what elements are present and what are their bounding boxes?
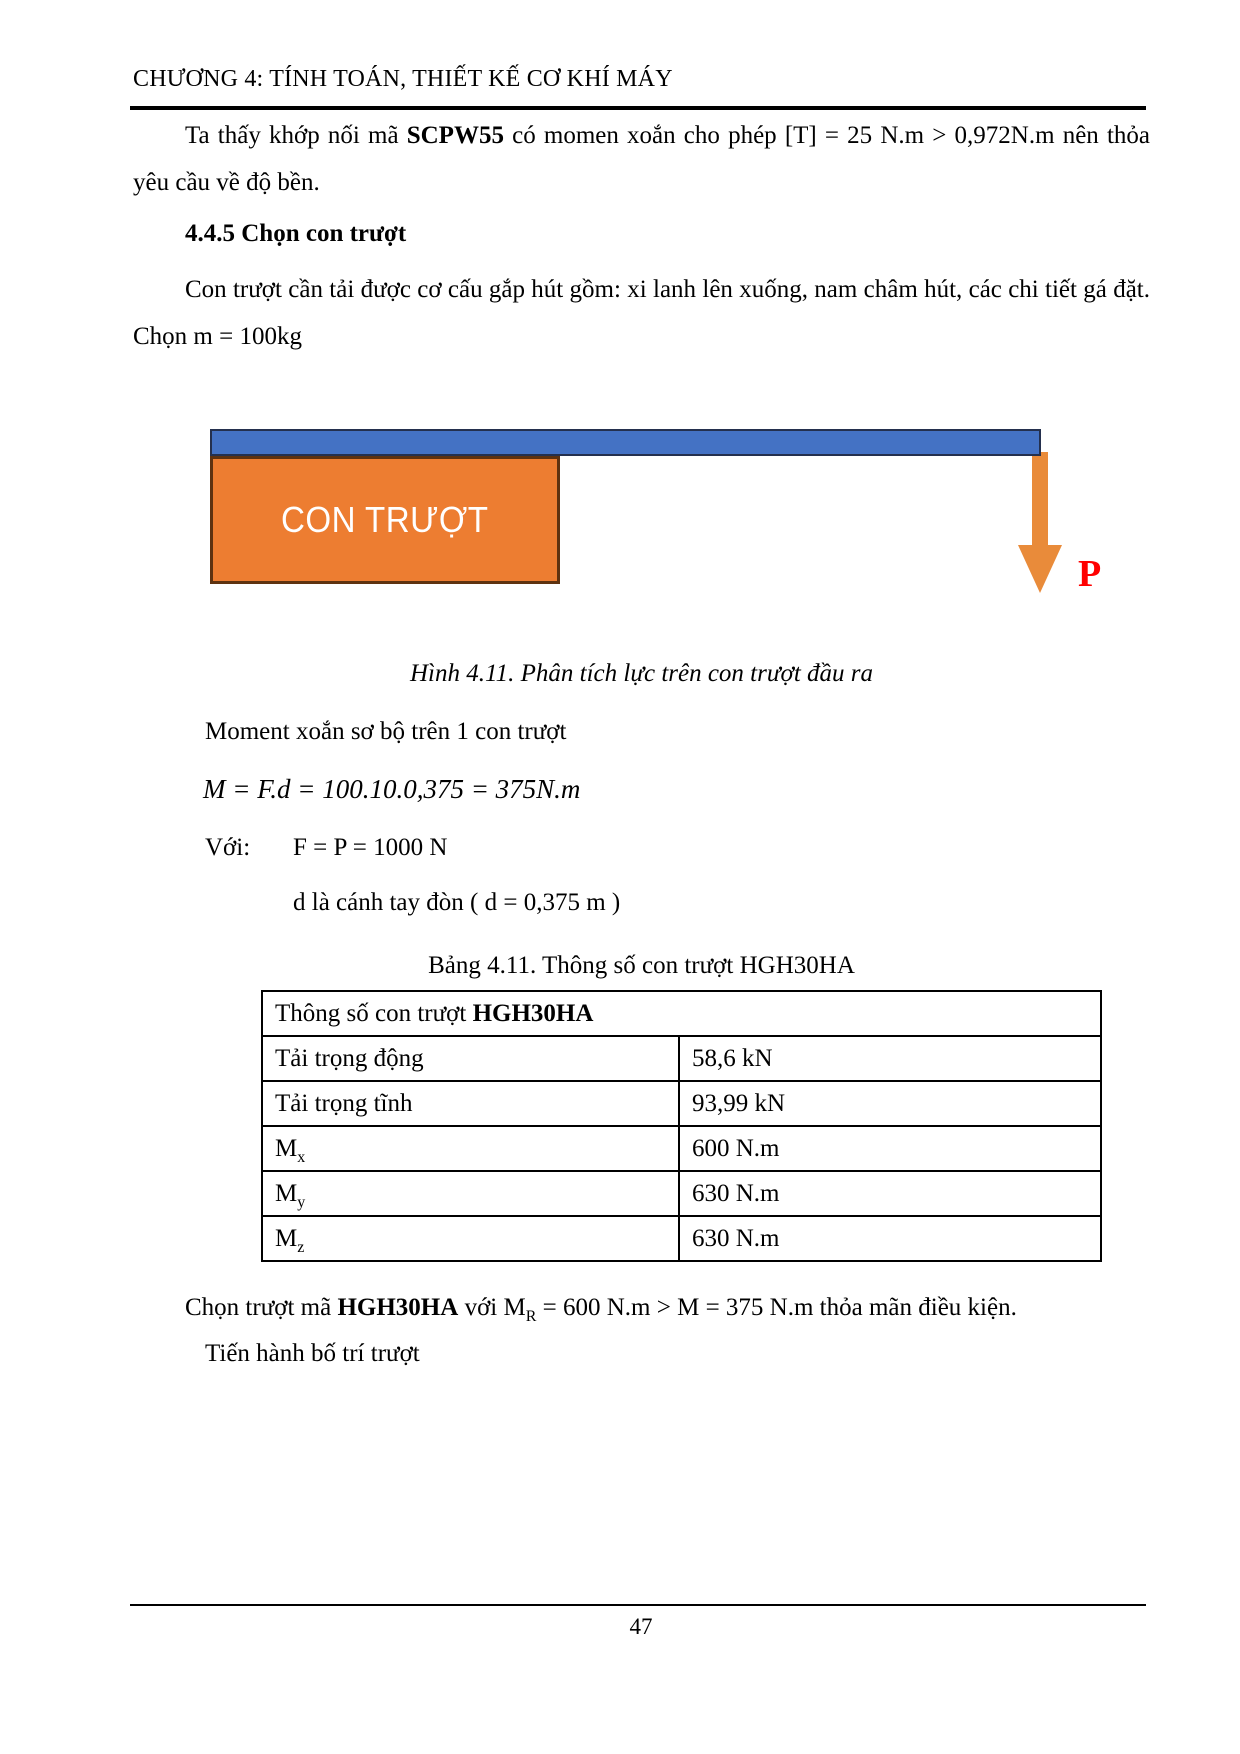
table-header-text: Thông số con trượt bbox=[275, 999, 473, 1027]
table-row bbox=[262, 1171, 1101, 1216]
value-cell: 630 N.m bbox=[679, 1171, 1101, 1216]
paragraph-text: có momen xoắn cho phép [T] = 25 N.m > 0,972N.m nên thỏa yêu cầu về độ bền. bbox=[133, 122, 1151, 196]
table-row bbox=[262, 1126, 1101, 1171]
table-row bbox=[262, 1216, 1101, 1261]
conclusion-text: Chọn trượt mã bbox=[185, 1294, 338, 1321]
table-caption: Bảng 4.11. Thông số con trượt HGH30HA bbox=[428, 952, 855, 979]
next-step-line: Tiến hành bố trí trượt bbox=[205, 1340, 420, 1367]
param-symbol: M bbox=[275, 1134, 298, 1162]
force-label: P bbox=[1078, 553, 1102, 595]
paragraph-coupling-check bbox=[133, 112, 1150, 206]
slider-code: HGH30HA bbox=[472, 999, 594, 1027]
force-definition-line: F = P = 1000 N bbox=[293, 834, 448, 861]
value-cell: 58,6 kN bbox=[679, 1036, 1101, 1081]
value-cell: 630 N.m bbox=[679, 1216, 1101, 1261]
coupling-code: SCPW55 bbox=[406, 122, 504, 149]
param-cell: Tải trọng tĩnh bbox=[262, 1081, 679, 1126]
table-row bbox=[262, 1081, 1101, 1126]
table-header-row bbox=[262, 991, 1101, 1036]
conclusion-text: = 600 N.m > M = 375 N.m thỏa mãn điều kiện. bbox=[536, 1294, 1017, 1321]
conclusion-paragraph bbox=[133, 1284, 1150, 1331]
conclusion-text: với M bbox=[458, 1294, 526, 1321]
slider-spec-table bbox=[261, 990, 1102, 1262]
table-header-cell bbox=[262, 991, 1101, 1036]
force-arrow-icon bbox=[1018, 452, 1062, 593]
paragraph-slider-load: Con trượt cần tải được cơ cấu gắp hút gồm: xi lanh lên xuống, nam châm hút, các chi tiết gá đặt. Chọn m = 100kg bbox=[133, 276, 1150, 350]
param-cell bbox=[262, 1126, 679, 1171]
param-subscript: x bbox=[297, 1148, 306, 1166]
slider-code: HGH30HA bbox=[337, 1294, 459, 1321]
param-subscript: y bbox=[297, 1193, 306, 1211]
header-rule bbox=[130, 106, 1146, 110]
param-symbol: M bbox=[275, 1224, 298, 1252]
footer-rule bbox=[130, 1604, 1146, 1606]
chapter-header: CHƯƠNG 4: TÍNH TOÁN, THIẾT KẾ CƠ KHÍ MÁY bbox=[133, 66, 673, 92]
paragraph-text: Ta thấy khớp nối mã bbox=[185, 122, 407, 149]
slider-block-label: CON TRƯỢT bbox=[281, 499, 489, 540]
param-symbol: M bbox=[275, 1179, 298, 1207]
section-heading: 4.4.5 Chọn con trượt bbox=[185, 220, 407, 247]
moment-intro-line: Moment xoắn sơ bộ trên 1 con trượt bbox=[205, 718, 567, 745]
moment-formula: M = F.d = 100.10.0,375 = 375N.m bbox=[203, 774, 581, 804]
moment-subscript: R bbox=[525, 1308, 537, 1325]
with-label: Với: bbox=[205, 834, 251, 861]
slider-block bbox=[210, 456, 560, 584]
beam-bar bbox=[210, 429, 1041, 456]
value-cell: 600 N.m bbox=[679, 1126, 1101, 1171]
param-cell: Tải trọng động bbox=[262, 1036, 679, 1081]
param-subscript: z bbox=[297, 1238, 305, 1256]
figure-caption: Hình 4.11. Phân tích lực trên con trượt đầu ra bbox=[409, 660, 874, 687]
param-cell bbox=[262, 1216, 679, 1261]
value-cell: 93,99 kN bbox=[679, 1081, 1101, 1126]
table-row bbox=[262, 1036, 1101, 1081]
lever-arm-definition-line: d là cánh tay đòn ( d = 0,375 m ) bbox=[293, 889, 621, 916]
page-number: 47 bbox=[629, 1614, 653, 1639]
param-cell bbox=[262, 1171, 679, 1216]
